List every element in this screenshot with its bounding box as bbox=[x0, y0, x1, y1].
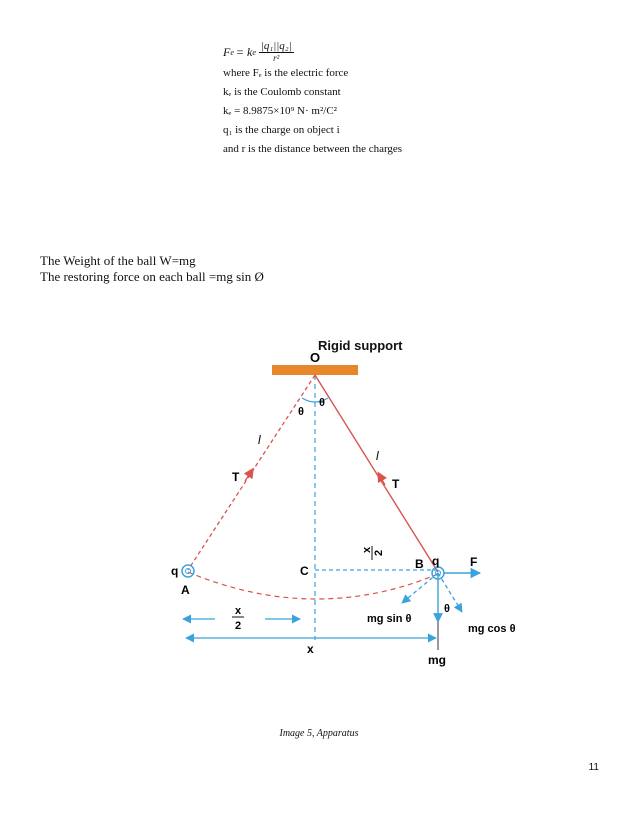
mg-sin-arrow bbox=[402, 573, 438, 603]
length-left: l bbox=[258, 433, 261, 447]
theta-left: θ bbox=[298, 406, 304, 418]
eq-line: where Fₑ is the electric force bbox=[223, 67, 349, 79]
formula-denominator: r² bbox=[273, 53, 280, 63]
theta-right: θ bbox=[319, 397, 325, 409]
half-x-den-lower: 2 bbox=[235, 620, 242, 632]
point-c-label: C bbox=[300, 564, 309, 578]
half-x-num-upper: x bbox=[361, 546, 373, 553]
weight-text: The Weight of the ball W=mg bbox=[40, 253, 196, 268]
ball-a bbox=[182, 565, 194, 577]
formula-equals: = k bbox=[235, 44, 253, 59]
charge-b: q bbox=[432, 554, 440, 568]
eq-line: kₑ = 8.9875×10⁹ N· m²/C² bbox=[223, 105, 337, 117]
eq-line: and r is the distance between the charges bbox=[223, 143, 403, 155]
eq-line: q₁ is the charge on object i bbox=[223, 124, 340, 136]
half-x-num-lower: x bbox=[235, 605, 242, 617]
formula-lhs-sub: e bbox=[230, 47, 234, 57]
rigid-support bbox=[272, 365, 358, 375]
mg-cos-arrow bbox=[438, 573, 462, 612]
string-right bbox=[315, 375, 438, 572]
tension-arrow-left bbox=[245, 472, 251, 481]
formula-k-sub: e bbox=[252, 47, 256, 57]
point-b-label: B bbox=[415, 557, 424, 571]
swing-arc bbox=[188, 572, 438, 599]
restoring-force-text: The restoring force on each ball =mg sin Ø bbox=[40, 269, 264, 284]
string-left bbox=[188, 375, 315, 570]
length-right: l bbox=[376, 449, 379, 463]
theta-bottom: θ bbox=[444, 603, 450, 615]
point-a-label: A bbox=[181, 583, 190, 597]
mg-label: mg bbox=[428, 653, 446, 667]
page-number: 11 bbox=[588, 762, 599, 773]
x-label: x bbox=[307, 642, 314, 656]
mg-sin-label: mg sin θ bbox=[367, 613, 412, 625]
mg-cos-label: mg cos θ bbox=[468, 623, 516, 635]
half-x-den-upper: 2 bbox=[373, 549, 385, 556]
formula-numerator: |q₁||q₂| bbox=[260, 40, 292, 52]
tension-right: T bbox=[392, 477, 400, 491]
charge-a: q bbox=[171, 564, 179, 578]
formula-lhs: F bbox=[223, 44, 231, 59]
figure-caption: Image 5, Apparatus bbox=[279, 728, 359, 739]
point-o-label: O bbox=[310, 350, 321, 365]
tension-left: T bbox=[232, 470, 240, 484]
eq-line: kₑ is the Coulomb constant bbox=[223, 86, 341, 98]
support-label: Rigid support bbox=[318, 338, 403, 353]
force-label: F bbox=[470, 555, 478, 569]
